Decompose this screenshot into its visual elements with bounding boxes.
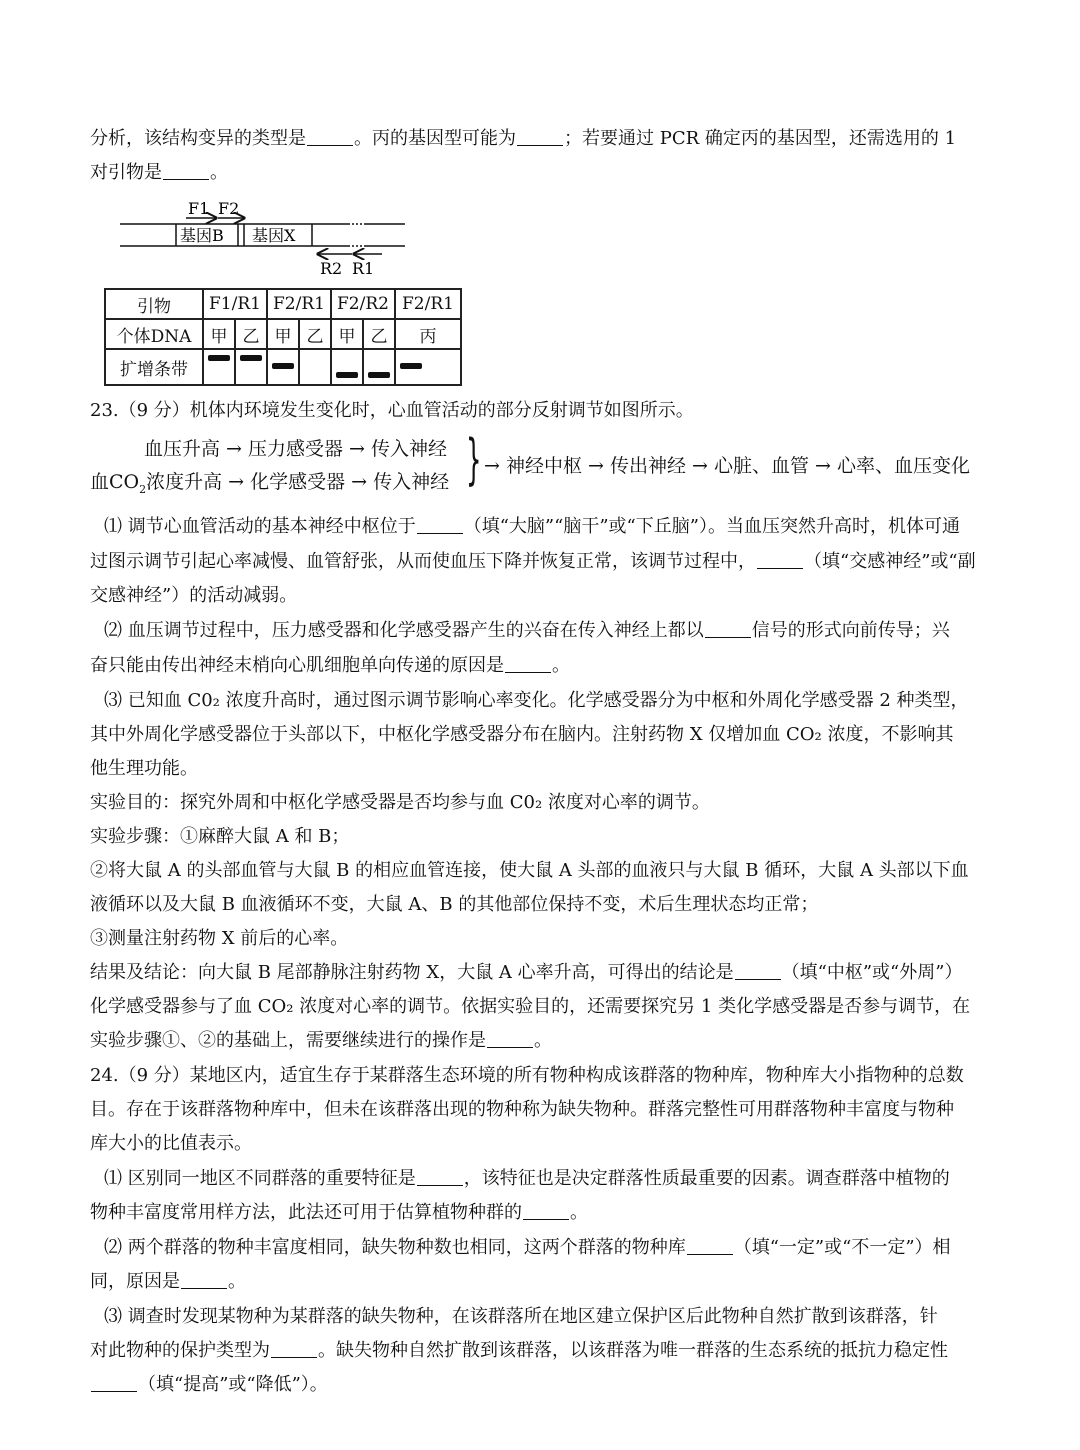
q23-p1-line3: 交感神经”）的活动减弱。 [90, 585, 298, 606]
q23-step3: ③测量注射药物 X 前后的心率。 [90, 928, 349, 949]
q23-p2-line1 [104, 616, 950, 642]
text: 分析，该结构变异的类型是 [90, 128, 306, 149]
answer-blank [417, 515, 463, 534]
text: 。 [534, 1030, 552, 1051]
primer-f2-label: F2 [218, 199, 240, 218]
answer-blank [91, 1373, 137, 1392]
text: 。 [228, 1271, 246, 1292]
q23-result-line2: 化学感受器参与了血 CO₂ 浓度对心率的调节。依据实验目的，还需要探究另 1 类化学感受器是否参与调节，在 [90, 996, 971, 1017]
text: 。 [552, 655, 570, 676]
q24-line3: 库大小的比值表示。 [90, 1133, 252, 1154]
table-header-cell: F2/R1 [267, 289, 331, 319]
answer-blank [307, 127, 353, 146]
text: 信号的形式向前传导；兴 [751, 620, 950, 641]
text: （填“提高”或“降低”）。 [138, 1374, 328, 1395]
subscript: 2 [139, 482, 147, 496]
answer-blank [517, 127, 563, 146]
primer-f1-label: F1 [188, 199, 210, 218]
q24-p3-line3 [90, 1370, 328, 1396]
text: （填“大脑”“脑干”或“下丘脑”）。当血压突然升高时，机体可通 [463, 516, 960, 537]
q23-p1-line2 [90, 547, 976, 573]
q23-title: 23.（9 分）机体内环境发生变化时，心血管活动的部分反射调节如图所示。 [90, 400, 694, 421]
q24-p3-line2 [90, 1336, 948, 1362]
q24-p3-line1: ⑶ 调查时发现某物种为某群落的缺失物种，在该群落所在地区建立保护区后此物种自然扩散到该群落，针 [104, 1306, 938, 1327]
q23-step1: 实验步骤：①麻醉大鼠 A 和 B； [90, 826, 350, 847]
gene-b-label: 基因B [180, 226, 224, 245]
text: 同，原因是 [90, 1271, 180, 1292]
text: ⑴ 调节心血管活动的基本神经中枢位于 [104, 516, 416, 537]
q24-p2-line1 [104, 1233, 951, 1259]
answer-blank [705, 619, 751, 638]
text: 实验步骤①、②的基础上，需要继续进行的操作是 [90, 1030, 486, 1051]
text: ，该特征也是决定群落性质最重要的因素。调查群落中植物的 [463, 1168, 950, 1189]
table-cell: 甲 [331, 319, 363, 349]
table-cell: 丙 [395, 319, 461, 349]
table-row [105, 289, 461, 319]
text: 。 [210, 162, 228, 183]
gene-primer-diagram [120, 196, 410, 280]
answer-blank [757, 550, 803, 569]
text: 对此物种的保护类型为 [90, 1340, 270, 1361]
text: ⑵ 血压调节过程中，压力感受器和化学感受器产生的兴奋在传入神经上都以 [104, 620, 704, 641]
band-cell [203, 349, 235, 385]
text: 。 [570, 1202, 588, 1223]
q24-line1: 24.（9 分）某地区内，适宜生存于某群落生态环境的所有物种构成该群落的物种库，物种库大小指物种的总数 [90, 1065, 964, 1086]
text: （填“一定”或“不一定”）相 [733, 1237, 951, 1258]
text: 对引物是 [90, 162, 162, 183]
text: ⑵ 两个群落的物种丰富度相同，缺失物种数也相同，这两个群落的物种库 [104, 1237, 686, 1258]
band-cell [235, 349, 267, 385]
text: （填“交感神经”或“副 [804, 551, 976, 572]
text: 结果及结论：向大鼠 B 尾部静脉注射药物 X，大鼠 A 心率升高，可得出的结论是 [90, 962, 734, 983]
flow-line-center: → 神经中枢 → 传出神经 → 心脏、血管 → 心率、血压变化 [484, 455, 970, 477]
amplification-band [336, 372, 358, 378]
text: ；若要通过 PCR 确定丙的基因型，还需选用的 1 [564, 128, 957, 149]
text: 血CO [90, 471, 140, 493]
table-cell: 甲 [267, 319, 299, 349]
amplification-band [400, 363, 422, 369]
answer-blank [523, 1201, 569, 1220]
primer-r1-label: R1 [352, 259, 375, 278]
table-row-label: 个体DNA [105, 319, 203, 349]
q24-p1-line2 [90, 1198, 588, 1224]
band-cell [395, 349, 461, 385]
text: （填“中枢”或“外周”） [781, 962, 963, 983]
text: 奋只能由传出神经末梢向心肌细胞单向传递的原因是 [90, 655, 504, 676]
q23-p1-line1 [104, 512, 960, 538]
q23-p3-line2: 其中外周化学感受器位于头部以下，中枢化学感受器分布在脑内。注射药物 X 仅增加血 CO₂ 浓度，不影响其 [90, 724, 954, 745]
table-row [105, 349, 461, 385]
band-cell [331, 349, 363, 385]
band-cell [363, 349, 395, 385]
answer-blank [181, 1270, 227, 1289]
q23-result-line1 [90, 958, 962, 984]
q23-p3-line3: 他生理功能。 [90, 758, 198, 779]
answer-blank [505, 654, 551, 673]
amplification-band [208, 355, 230, 361]
q23-step2-line1: ②将大鼠 A 的头部血管与大鼠 B 的相应血管连接，使大鼠 A 头部的血液只与大鼠 B 循环，大鼠 A 头部以下血 [90, 860, 969, 881]
text: 过图示调节引起心率减慢、血管舒张，从而使血压下降并恢复正常，该调节过程中， [90, 551, 756, 572]
table-header-cell: F2/R1 [395, 289, 461, 319]
table-row [105, 319, 461, 349]
primer-result-table [104, 288, 462, 386]
amplification-band [272, 363, 294, 369]
text: 物种丰富度常用样方法，此法还可用于估算植物种群的 [90, 1202, 522, 1223]
gene-x-label: 基因X [252, 226, 296, 245]
q23-step2-line2: 液循环以及大鼠 B 血液循环不变，大鼠 A、B 的其他部位保持不变，术后生理状态均正常； [90, 894, 819, 915]
q24-p2-line2 [90, 1267, 246, 1293]
answer-blank [417, 1167, 463, 1186]
text: 。丙的基因型可能为 [354, 128, 516, 149]
answer-blank [687, 1236, 733, 1255]
answer-blank [735, 961, 781, 980]
q24-p1-line1 [104, 1164, 950, 1190]
q22-line-1 [90, 124, 956, 150]
answer-blank [271, 1339, 317, 1358]
q23-aim: 实验目的：探究外周和中枢化学感受器是否均参与血 C0₂ 浓度对心率的调节。 [90, 792, 710, 813]
q23-result-line3 [90, 1026, 552, 1052]
q24-line2: 目。存在于该群落物种库中，但未在该群落出现的物种称为缺失物种。群落完整性可用群落物种丰富度与物种 [90, 1099, 954, 1120]
table-cell: 乙 [299, 319, 331, 349]
answer-blank [163, 161, 209, 180]
flow-line-co2 [90, 467, 449, 496]
table-cell: 乙 [235, 319, 267, 349]
flow-line-pressure: 血压升高 → 压力感受器 → 传入神经 [144, 438, 447, 460]
table-header-cell: F1/R1 [203, 289, 267, 319]
q22-line-2 [90, 158, 228, 184]
band-cell [299, 349, 331, 385]
amplification-band [240, 355, 262, 361]
answer-blank [487, 1029, 533, 1048]
text: 。缺失物种自然扩散到该群落，以该群落为唯一群落的生态系统的抵抗力稳定性 [318, 1340, 948, 1361]
amplification-band [368, 372, 390, 378]
table-header-cell: 引物 [105, 289, 203, 319]
text: ⑴ 区别同一地区不同群落的重要特征是 [104, 1168, 416, 1189]
text: 浓度升高 → 化学感受器 → 传入神经 [146, 471, 450, 493]
table-cell: 乙 [363, 319, 395, 349]
primer-r2-label: R2 [320, 259, 343, 278]
brace-icon: } [466, 428, 482, 491]
q23-p3-line1: ⑶ 已知血 C0₂ 浓度升高时，通过图示调节影响心率变化。化学感受器分为中枢和外周化学感受器 2 种类型， [104, 690, 969, 711]
table-header-cell: F2/R2 [331, 289, 395, 319]
table-cell: 甲 [203, 319, 235, 349]
table-row-label: 扩增条带 [105, 349, 203, 385]
q23-p2-line2 [90, 651, 570, 677]
band-cell [267, 349, 299, 385]
